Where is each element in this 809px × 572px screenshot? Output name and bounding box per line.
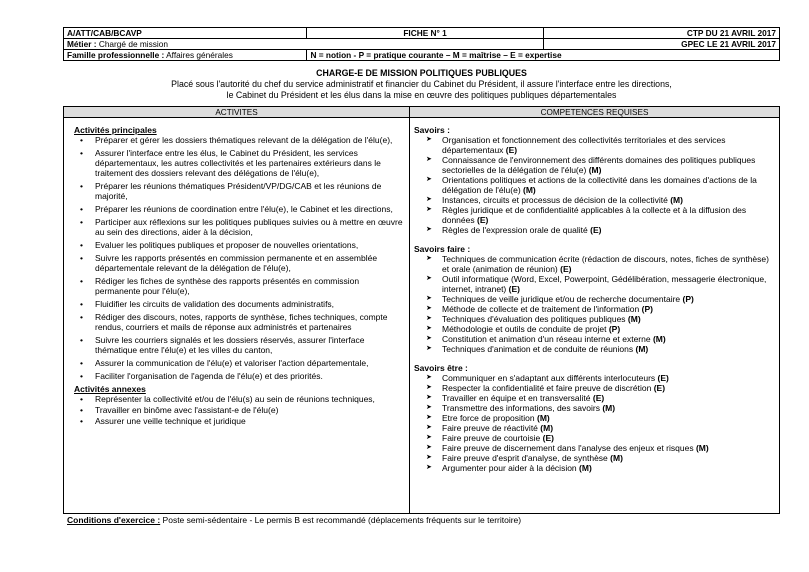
conditions-label: Conditions d'exercice : — [67, 515, 161, 525]
list-item: ➤ Règles de l'expression orale de qualité (E) — [414, 225, 776, 235]
list-item: • Evaluer les politiques publiques et proposer de nouvelles orientations, — [74, 240, 404, 250]
metier-label: Métier : — [67, 39, 97, 49]
list-item: • Assurer l'interface entre les élus, le Cabinet du Président, les services départementaux, les autres collectivités et les partenaires extérieurs dans le traitement des dossiers relevant des délégations de l'élu(e), — [74, 148, 404, 178]
gpec-date: GPEC LE 21 AVRIL 2017 — [543, 39, 779, 50]
conditions-exercice — [67, 515, 521, 525]
job-description-line2: le Cabinet du Président et les élus dans la mise en œuvre des politiques publiques départementales — [226, 90, 617, 100]
column-divider — [409, 107, 410, 513]
conditions-value: Poste semi-sédentaire - Le permis B est recommandé (déplacements fréquents sur le territoire) — [160, 515, 522, 525]
list-item: ➤ Techniques d'évaluation des politiques publiques (M) — [414, 314, 776, 324]
level-legend: N = notion - P = pratique courante – M = maîtrise – E = expertise — [307, 50, 780, 61]
savoirs-etre-list — [414, 373, 776, 473]
list-item: ➤ Techniques d'animation et de conduite de réunions (M) — [414, 344, 776, 354]
list-item: ➤ Règles juridique et de confidentialité applicables à la collecte et à la diffusion des données (E) — [414, 205, 776, 225]
list-item: • Fluidifier les circuits de validation des documents administratifs, — [74, 299, 404, 309]
list-item: • Préparer et gérer les dossiers thématiques relevant de la délégation de l'élu(e), — [74, 135, 404, 145]
savoirs-etre-title: Savoirs être : — [414, 363, 468, 373]
list-item: ➤ Communiquer en s'adaptant aux différents interlocuteurs (E) — [414, 373, 776, 383]
list-item: ➤ Méthode de collecte et de traitement de l'information (P) — [414, 304, 776, 314]
famille-label: Famille professionnelle : — [67, 50, 165, 60]
doc-reference: A/ATT/CAB/BCAVP — [64, 28, 307, 39]
job-title: CHARGE-E DE MISSION POLITIQUES PUBLIQUES — [316, 68, 527, 78]
activites-principales-title: Activités principales — [74, 125, 157, 135]
savoirs-title: Savoirs : — [414, 125, 450, 135]
list-item: • Faciliter l'organisation de l'agenda de l'élu(e) et des priorités. — [74, 371, 404, 381]
list-item: ➤ Faire preuve d'esprit d'analyse, de synthèse (M) — [414, 453, 776, 463]
savoirs-faire-list — [414, 254, 776, 354]
list-item: ➤ Faire preuve de courtoisie (E) — [414, 433, 776, 443]
header-table — [63, 27, 780, 61]
list-item: • Rédiger les fiches de synthèse des rapports présentés en commission permanente pour l'élu(e), — [74, 276, 404, 296]
list-item: ➤ Argumenter pour aider à la décision (M) — [414, 463, 776, 473]
list-item: • Participer aux réflexions sur les politiques publiques suivies ou à mettre en œuvre au sein des directions, aider à la décision, — [74, 217, 404, 237]
job-description-line1: Placé sous l'autorité du chef du service administratif et financier du Cabinet du Président, il assure l'interface entre les directions, — [171, 79, 672, 89]
list-item: ➤ Constitution et animation d'un réseau interne et externe (M) — [414, 334, 776, 344]
list-item: • Assurer une veille technique et juridique — [74, 416, 404, 426]
column-header-competences: COMPETENCES REQUISES — [409, 107, 779, 118]
list-item: • Préparer les réunions de coordination entre l'élu(e), le Cabinet et les directions, — [74, 204, 404, 214]
activites-annexes-title: Activités annexes — [74, 384, 146, 394]
list-item: • Représenter la collectivité et/ou de l'élu(s) au sein de réunions techniques, — [74, 394, 404, 404]
activites-principales-list — [74, 135, 404, 381]
list-item: ➤ Faire preuve de discernement dans l'analyse des enjeux et risques (M) — [414, 443, 776, 453]
job-title-block — [63, 68, 780, 101]
list-item: • Préparer les réunions thématiques Président/VP/DG/CAB et les réunions de majorité, — [74, 181, 404, 201]
list-item: ➤ Méthodologie et outils de conduite de projet (P) — [414, 324, 776, 334]
famille-value: Affaires générales — [164, 50, 233, 60]
list-item: ➤ Respecter la confidentialité et faire preuve de discrétion (E) — [414, 383, 776, 393]
competences-column — [414, 125, 776, 473]
list-item: • Travailler en binôme avec l'assistant-e de l'élu(e) — [74, 405, 404, 415]
list-item: • Suivre les courriers signalés et les dossiers réservés, assurer l'interface thématique entre l'élu(e) et les villes du canton, — [74, 335, 404, 355]
fiche-number: FICHE N° 1 — [307, 28, 543, 39]
metier-cell — [64, 39, 544, 50]
list-item: ➤ Outil informatique (Word, Excel, Powerpoint, Gédélibération, messagerie électronique, internet, intranet) (E) — [414, 274, 776, 294]
list-item: • Assurer la communication de l'élu(e) et valoriser l'action départementale, — [74, 358, 404, 368]
savoirs-list — [414, 135, 776, 235]
activites-column — [74, 125, 404, 427]
famille-cell — [64, 50, 307, 61]
list-item: ➤ Faire preuve de réactivité (M) — [414, 423, 776, 433]
content-table — [63, 106, 780, 514]
list-item: • Suivre les rapports présentés en commission permanente et en assemblée départementale relevant de la délégation de l'élu(e), — [74, 253, 404, 273]
list-item: ➤ Instances, circuits et processus de décision de la collectivité (M) — [414, 195, 776, 205]
list-item: ➤ Travailler en équipe et en transversalité (E) — [414, 393, 776, 403]
list-item: ➤ Techniques de communication écrite (rédaction de discours, notes, fiches de synthèse) et orale (animation de réunion) (E) — [414, 254, 776, 274]
list-item: • Rédiger des discours, notes, rapports de synthèse, fiches techniques, compte rendus, courriers et mails de réponse aux administrés et partenaires — [74, 312, 404, 332]
list-item: ➤ Connaissance de l'environnement des différents domaines des politiques publiques sectorielles de la délégation de l'élu(e) (M) — [414, 155, 776, 175]
metier-value: Chargé de mission — [96, 39, 168, 49]
list-item: ➤ Etre force de proposition (M) — [414, 413, 776, 423]
ctp-date: CTP DU 21 AVRIL 2017 — [543, 28, 779, 39]
list-item: ➤ Organisation et fonctionnement des collectivités territoriales et des services départementaux (E) — [414, 135, 776, 155]
list-item: ➤ Orientations politiques et actions de la collectivité dans les domaines d'actions de la délégation de l'élu(e) (M) — [414, 175, 776, 195]
list-item: ➤ Techniques de veille juridique et/ou de recherche documentaire (P) — [414, 294, 776, 304]
column-header-activites: ACTIVITES — [64, 107, 409, 118]
savoirs-faire-title: Savoirs faire : — [414, 244, 471, 254]
list-item: ➤ Transmettre des informations, des savoirs (M) — [414, 403, 776, 413]
activites-annexes-list — [74, 394, 404, 426]
